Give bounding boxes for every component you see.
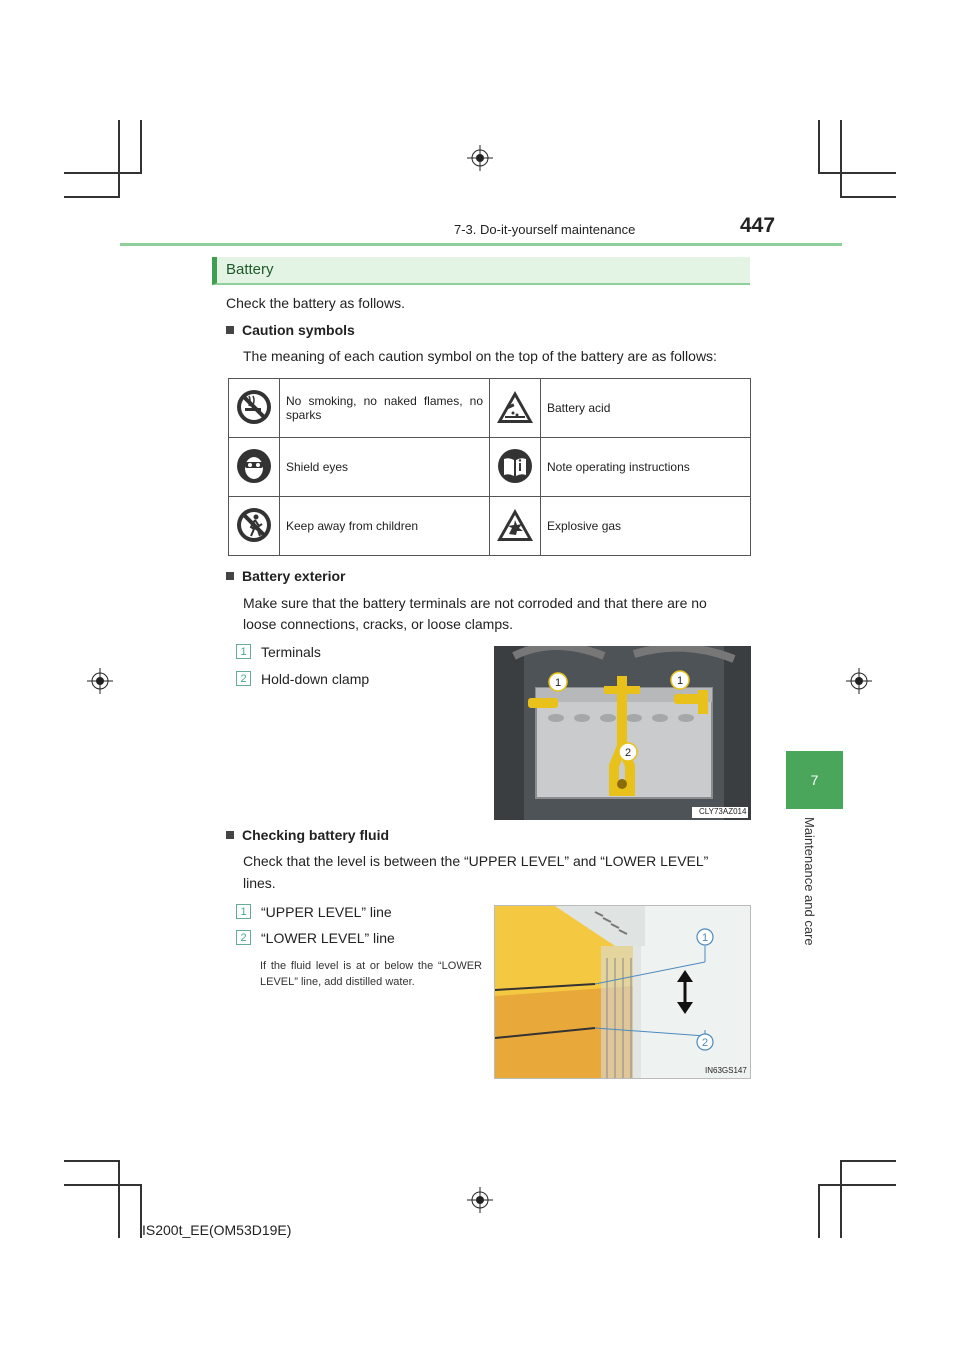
crop-mark bbox=[818, 120, 820, 172]
crop-mark bbox=[140, 120, 142, 172]
symbol-cell bbox=[490, 379, 541, 438]
caution-symbols-description: The meaning of each caution symbol on the top of the battery are as follows: bbox=[243, 348, 717, 364]
legend-hold-down-clamp: Hold-down clamp bbox=[261, 671, 370, 687]
symbol-cell bbox=[229, 438, 280, 497]
crop-mark bbox=[818, 1184, 820, 1238]
svg-text:2: 2 bbox=[701, 1037, 709, 1049]
legend-lower-level: “LOWER LEVEL” line bbox=[261, 930, 395, 946]
bullet-square-icon bbox=[226, 326, 234, 334]
table-row bbox=[229, 497, 751, 556]
symbol-cell bbox=[229, 379, 280, 438]
diagram-code: IN63GS147 bbox=[705, 1066, 747, 1075]
header-rule bbox=[120, 243, 842, 246]
page-number: 447 bbox=[740, 214, 776, 237]
no-smoking-icon bbox=[235, 388, 273, 426]
caution-symbols-heading: Caution symbols bbox=[226, 322, 355, 338]
symbol-cell bbox=[490, 438, 541, 497]
table-row bbox=[229, 379, 751, 438]
operating-instructions-icon bbox=[496, 447, 534, 485]
legend-number-badge: 2 bbox=[236, 671, 251, 686]
section-heading bbox=[212, 257, 750, 285]
symbol-label: Explosive gas bbox=[541, 497, 751, 556]
chapter-side-label bbox=[786, 809, 843, 969]
crop-mark bbox=[64, 1184, 142, 1186]
crop-mark bbox=[840, 120, 842, 198]
registration-mark-icon bbox=[846, 668, 872, 694]
symbol-cell bbox=[229, 497, 280, 556]
battery-exterior-heading: Battery exterior bbox=[226, 568, 346, 584]
svg-text:2: 2 bbox=[624, 747, 632, 759]
svg-text:1: 1 bbox=[554, 677, 562, 689]
battery-fluid-diagram bbox=[494, 905, 751, 1079]
crop-mark bbox=[64, 1160, 120, 1162]
battery-exterior-photo bbox=[494, 646, 751, 820]
crop-mark bbox=[64, 196, 120, 198]
crop-mark bbox=[840, 1160, 842, 1238]
battery-acid-icon bbox=[495, 389, 535, 425]
section-title: Battery bbox=[226, 261, 274, 278]
model-code-footer: IS200t_EE(OM53D19E) bbox=[142, 1222, 292, 1238]
section-intro: Check the battery as follows. bbox=[226, 295, 405, 311]
crop-mark bbox=[118, 120, 120, 198]
crop-mark bbox=[818, 1184, 896, 1186]
distilled-water-note: If the fluid level is at or below the “LOWER LEVEL” line, add distilled water. bbox=[260, 960, 482, 988]
symbol-label: Battery acid bbox=[541, 379, 751, 438]
battery-exterior-description-line1: Make sure that the battery terminals are not corroded and that there are no bbox=[243, 595, 707, 611]
battery-fluid-description-line2: lines. bbox=[243, 875, 276, 891]
photo-code: CLY73AZ014 bbox=[699, 807, 747, 816]
registration-mark-icon bbox=[467, 145, 493, 171]
bullet-square-icon bbox=[226, 831, 234, 839]
battery-fluid-heading: Checking battery fluid bbox=[226, 827, 389, 843]
symbol-label: Keep away from children bbox=[280, 497, 490, 556]
crop-mark bbox=[840, 196, 896, 198]
caution-symbols-table bbox=[228, 378, 751, 556]
crop-mark bbox=[818, 172, 896, 174]
crop-mark bbox=[840, 1160, 896, 1162]
symbol-cell bbox=[490, 497, 541, 556]
symbol-label: Shield eyes bbox=[280, 438, 490, 497]
registration-mark-icon bbox=[87, 668, 113, 694]
battery-illustration bbox=[494, 646, 751, 820]
keep-away-children-icon bbox=[235, 506, 273, 544]
crop-mark bbox=[64, 172, 142, 174]
svg-text:1: 1 bbox=[676, 675, 684, 687]
symbol-label: Note operating instructions bbox=[541, 438, 751, 497]
legend-number-badge: 1 bbox=[236, 644, 251, 659]
legend-number-badge: 2 bbox=[236, 930, 251, 945]
svg-text:1: 1 bbox=[701, 932, 709, 944]
explosive-gas-icon bbox=[495, 507, 535, 543]
crop-mark bbox=[118, 1160, 120, 1238]
table-row bbox=[229, 438, 751, 497]
legend-upper-level: “UPPER LEVEL” line bbox=[261, 904, 392, 920]
chapter-tab[interactable]: 7 bbox=[786, 751, 843, 809]
running-header-title: 7-3. Do-it-yourself maintenance bbox=[454, 222, 636, 237]
symbol-label: No smoking, no naked flames, no sparks bbox=[280, 379, 490, 438]
chapter-label-text: Maintenance and care bbox=[802, 817, 817, 946]
battery-fluid-description-line1: Check that the level is between the “UPPER LEVEL” and “LOWER LEVEL” bbox=[243, 853, 709, 869]
shield-eyes-icon bbox=[235, 447, 273, 485]
bullet-square-icon bbox=[226, 572, 234, 580]
battery-exterior-description-line2: loose connections, cracks, or loose clamps. bbox=[243, 616, 514, 632]
fluid-level-illustration bbox=[495, 906, 750, 1078]
registration-mark-icon bbox=[467, 1187, 493, 1213]
legend-number-badge: 1 bbox=[236, 904, 251, 919]
legend-terminals: Terminals bbox=[261, 644, 321, 660]
